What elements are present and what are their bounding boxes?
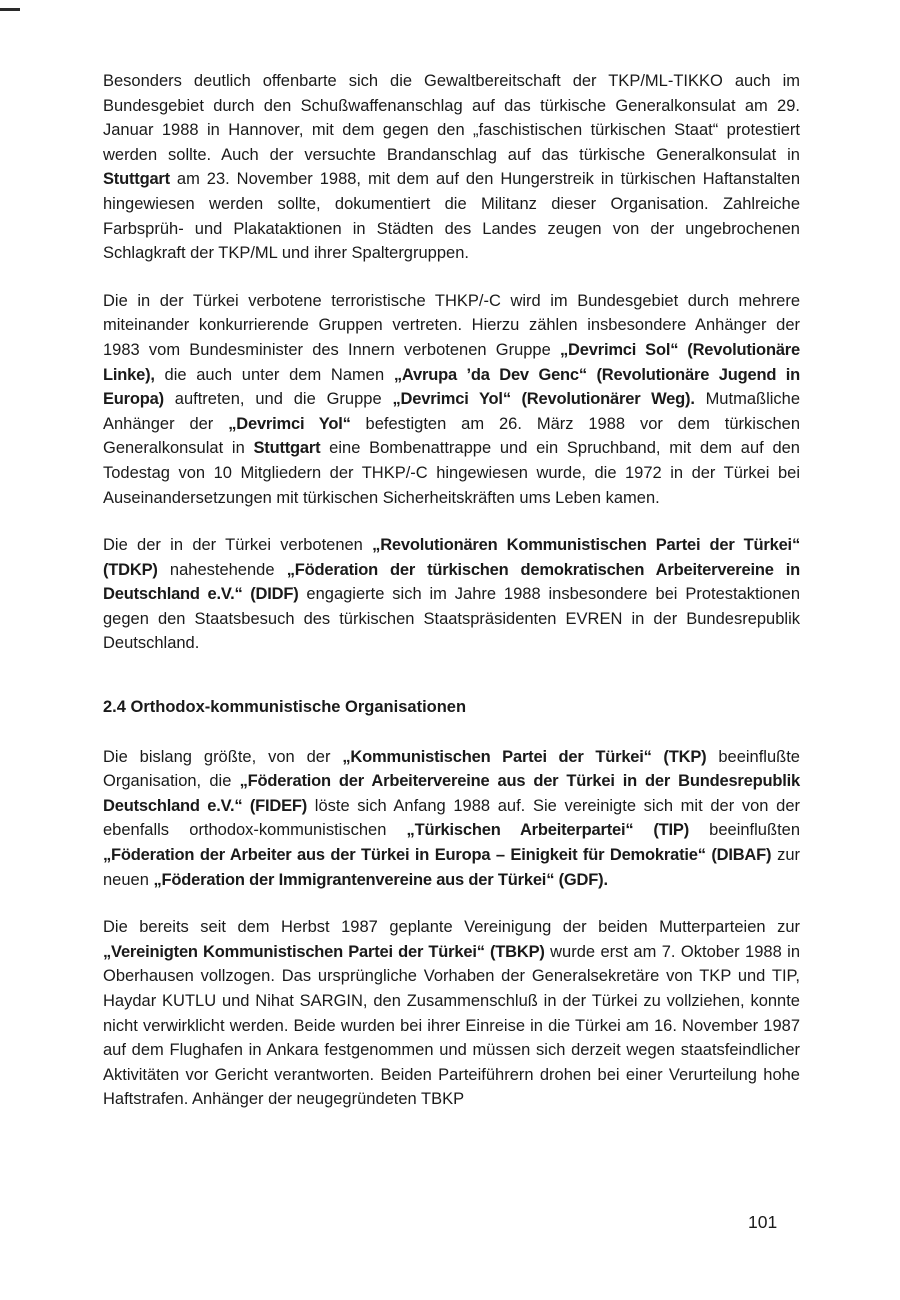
section-heading: 2.4 Orthodox-kommunistische Organisationen xyxy=(103,698,467,717)
paragraph-fidef-gdf: Die bislang größte, von der „Kommunistischen Partei der Türkei“ (TKP) beeinflußte Organisation, die „Föderation der Arbeitervereine aus der Türkei in der Bundesrepublik Deutschland e.V.“ (FIDEF) löste sich Anfang 1988 auf. Sie vereinigte sich mit der von der ebenfalls orthodox-kommunistischen „Türkischen Arbeiterpartei“ (TIP) beeinflußten „Föderation der Arbeiter aus der Türkei in Europa – Einigkeit für Demokratie“ (DIBAF) zur neuen „Föderation der Immigrantenvereine aus der Türkei“ (GDF). xyxy=(103,747,801,889)
document-body xyxy=(103,69,800,1135)
paragraph-thkp-c: Die in der Türkei verbotene terroristische THKP/-C wird im Bundesgebiet durch mehrere miteinander konkurrierende Gruppen vertreten. Hierzu zählen insbesondere Anhänger der 1983 vom Bundesminister des Innern verbotenen Gruppe „Devrimci Sol“ (Revolutionäre Linke), die auch unter dem Namen „Avrupa ’da Dev Genc“ (Revolutionäre Jugend in Europa) auftreten, und die Gruppe „Devrimci Yol“ (Revolutionärer Weg). Mutmaßliche Anhänger der „Devrimci Yol“ befestigten am 26. März 1988 vor dem türkischen Generalkonsulat in Stuttgart eine Bombenattrappe und ein Spruchband, mit dem auf den Todestag von 10 Mitgliedern der THKP/-C hingewiesen wurde, die 1972 in der Türkei bei Auseinandersetzungen mit türkischen Sicherheitskräften ums Leben kamen. xyxy=(103,291,801,507)
scan-corner-mark xyxy=(0,8,20,11)
paragraph-tdkp-didf: Die der in der Türkei verbotenen „Revolutionären Kommunistischen Partei der Türkei“ (TDKP) nahestehende „Föderation der türkischen demokratischen Arbeitervereine in Deutschland e.V.“ (DIDF) engagierte sich im Jahre 1988 insbesondere bei Protestaktionen gegen den Staatsbesuch des türkischen Staatspräsidenten EVREN in der Bundesrepublik Deutschland. xyxy=(103,536,800,653)
paragraph-tkp-ml-tikko: Besonders deutlich offenbarte sich die Gewaltbereitschaft der TKP/ML-TIKKO auch im Bundesgebiet durch den Schußwaffenanschlag auf das türkische Generalkonsulat am 29. Januar 1988 in Hannover, mit dem gegen den „faschistischen türkischen Staat“ protestiert werden sollte. Auch der versuchte Brandanschlag auf das türkische Generalkonsulat in Stuttgart am 23. November 1988, mit dem auf den Hungerstreik in türkischen Haftanstalten hingewiesen werden sollte, dokumentiert die Militanz dieser Organisation. Zahlreiche Farbsprüh- und Plakataktionen in Städten des Landes zeugen von der ungebrochenen Schlagkraft der TKP/ML und ihrer Spaltergruppen. xyxy=(103,72,800,263)
page-number: 101 xyxy=(748,1212,778,1232)
paragraph-tbkp: Die bereits seit dem Herbst 1987 geplante Vereinigung der beiden Mutterparteien zur „Vereinigten Kommunistischen Partei der Türkei“ (TBKP) wurde erst am 7. Oktober 1988 in Oberhausen vollzogen. Das ursprüngliche Vorhaben der Generalsekretäre von TKP und TIP, Haydar KUTLU und Nihat SARGIN, den Zusammenschluß in der Türkei zu vollziehen, konnte nicht verwirklicht werden. Beide wurden bei ihrer Einreise in die Türkei am 16. November 1987 auf dem Flughafen in Ankara festgenommen und müssen sich derzeit wegen staatsfeindlicher Aktivitäten vor Gericht verantworten. Beiden Parteiführern drohen bei einer Verurteilung hohe Haftstrafen. Anhänger der neugegründeten TBKP xyxy=(103,918,801,1109)
